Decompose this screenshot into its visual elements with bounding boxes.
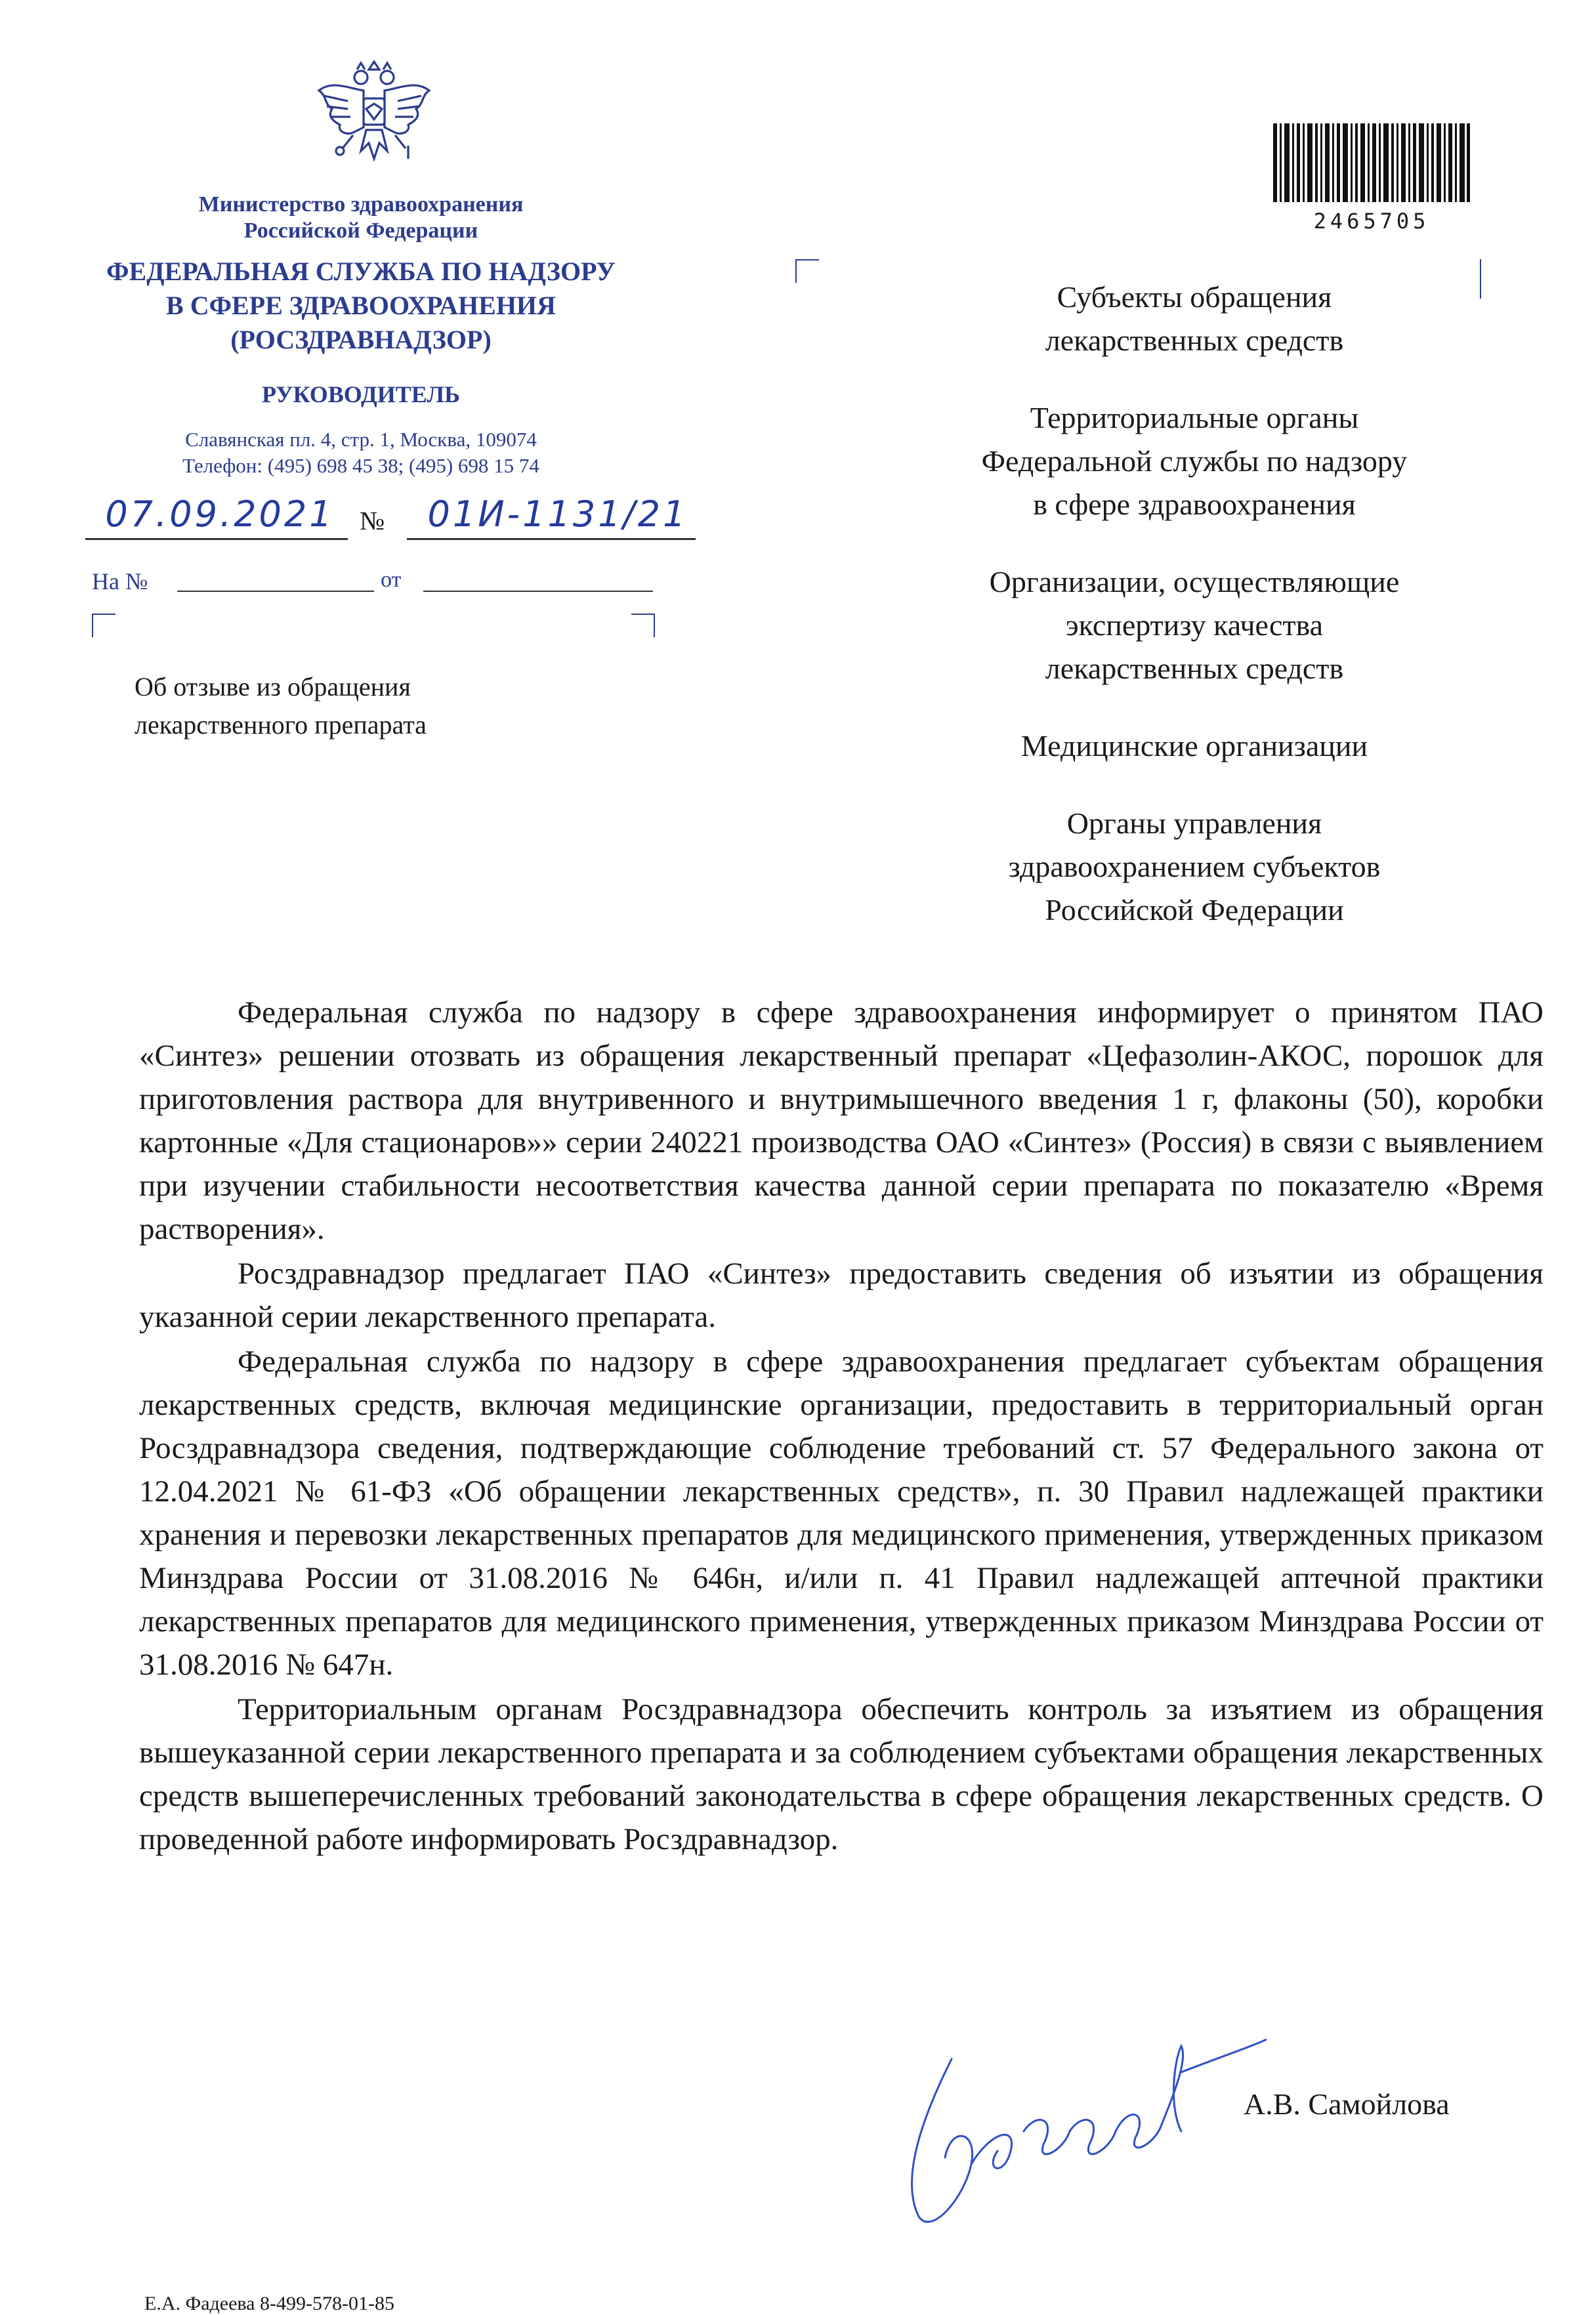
ministry-line-1: Министерство здравоохранения <box>198 192 524 217</box>
addressee-line: Медицинские организации <box>1020 729 1368 762</box>
subject-line-1: Об отзыве из обращения <box>135 672 411 701</box>
ministry-name <box>118 192 604 244</box>
addressee-group <box>853 560 1536 690</box>
body-paragraph-3: Федеральная служба по надзору в сфере здравоохранения предлагает субъектам обращения лекарственных средств, включая медицинские организации, предоставить в территориальный орган Росздравнадзора сведения, подтверждающие соблюдение требований ст. 57 Федерального закона от 12.04.2021 № 61-ФЗ «Об обращении лекарственных средств», п. 30 Правил надлежащей практики хранения и перевозки лекарственных препаратов для медицинского применения, утвержденных приказом Минздрава России от 31.08.2016 № 646н, и/или п. 41 Правил надлежащей аптечной практики лекарственных препаратов для медицинского применения, утвержденных приказом Минздрава России от 31.08.2016 № 647н. <box>139 1345 1544 1682</box>
number-sign: № <box>360 506 385 535</box>
addressee-line: лекарственных средств <box>1045 323 1344 357</box>
service-name <box>66 255 656 357</box>
service-line-3: (РОСЗДРАВНАДЗОР) <box>230 325 492 354</box>
registration-number: 01И-1131/21 <box>427 493 688 535</box>
subject-line-2: лекарственного препарата <box>135 710 427 740</box>
body-paragraph-2: Росздравнадзор предлагает ПАО «Синтез» предоставить сведения об изъятии из обращения указанной серии лекарственного препарата. <box>139 1257 1544 1334</box>
registration-date: 07.09.2021 <box>105 493 335 535</box>
addressee-line: Федеральной службы по надзору <box>981 444 1408 478</box>
addressee-line: Организации, осуществляющие <box>989 565 1400 598</box>
subject-corner-left <box>92 614 116 637</box>
addressee-corner-left <box>795 259 819 283</box>
barcode-number: 2465705 <box>1313 209 1430 234</box>
incoming-date-label: от <box>381 568 402 592</box>
body-paragraph-4: Территориальным органам Росздравнадзора обеспечить контроль за изъятием из обращения вышеуказанной серии лекарственного препарата и за соблюдением субъектами обращения лекарственных средств вышеперечисленных требований законодательства в сфере обращения лекарственных средств. О проведенной работе информировать Росздравнадзор. <box>139 1692 1544 1856</box>
handwritten-signature-icon <box>873 2033 1267 2243</box>
ministry-line-2: Российской Федерации <box>243 219 478 243</box>
addressee-line: экспертизу качества <box>1065 608 1324 642</box>
russian-coat-of-arms-icon <box>308 51 440 182</box>
addressee-line: здравоохранением субъектов <box>1008 850 1381 883</box>
subject-corner-right <box>631 614 655 637</box>
letter-body <box>139 991 1544 1862</box>
number-underline <box>407 538 696 540</box>
address-line: Славянская пл. 4, стр. 1, Москва, 109074 <box>185 428 537 451</box>
addressee-group <box>853 396 1536 526</box>
addressee-line: Субъекты обращения <box>1057 280 1332 314</box>
address-block <box>98 427 623 479</box>
addressee-line: в сфере здравоохранения <box>1033 488 1356 521</box>
addressee-line: Территориальные органы <box>1030 401 1359 434</box>
addressee-group <box>853 724 1536 768</box>
incoming-number-label: На № <box>92 568 148 594</box>
addressee-group <box>853 802 1536 932</box>
phones-line: Телефон: (495) 698 45 38; (495) 698 15 74 <box>182 454 539 477</box>
date-underline <box>85 538 348 540</box>
addressee-line: Органы управления <box>1066 806 1322 840</box>
incoming-number-field <box>177 591 374 592</box>
service-line-2: В СФЕРЕ ЗДРАВООХРАНЕНИЯ <box>166 291 556 320</box>
position-title: РУКОВОДИТЕЛЬ <box>262 381 460 407</box>
service-line-1: ФЕДЕРАЛЬНАЯ СЛУЖБА ПО НАДЗОРУ <box>106 257 616 286</box>
addressees-block <box>853 276 1536 966</box>
incoming-date-field <box>423 591 653 592</box>
addressee-line: Российской Федерации <box>1045 893 1344 927</box>
addressee-line: лекарственных средств <box>1045 652 1344 685</box>
subject-block <box>135 668 594 744</box>
signer-name: А.В. Самойлова <box>1244 2087 1450 2121</box>
body-paragraph-1: Федеральная служба по надзору в сфере здравоохранения информирует о принятом ПАО «Синтез» решении отозвать из обращения лекарственный препарат «Цефазолин-АКОС, порошок для приготовления раствора для внутривенного и внутримышечного введения 1 г, флаконы (50), коробки картонные «Для стационаров»» серии 240221 производства ОАО «Синтез» (Россия) в связи с выявлением при изучении стабильности несоответствия качества данной серии препарата по показателю «Время растворения». <box>139 995 1544 1246</box>
addressee-group <box>853 276 1536 362</box>
barcode-icon <box>1273 123 1470 202</box>
executor-info: Е.А. Фадеева 8-499-578-01-85 <box>144 2293 394 2314</box>
